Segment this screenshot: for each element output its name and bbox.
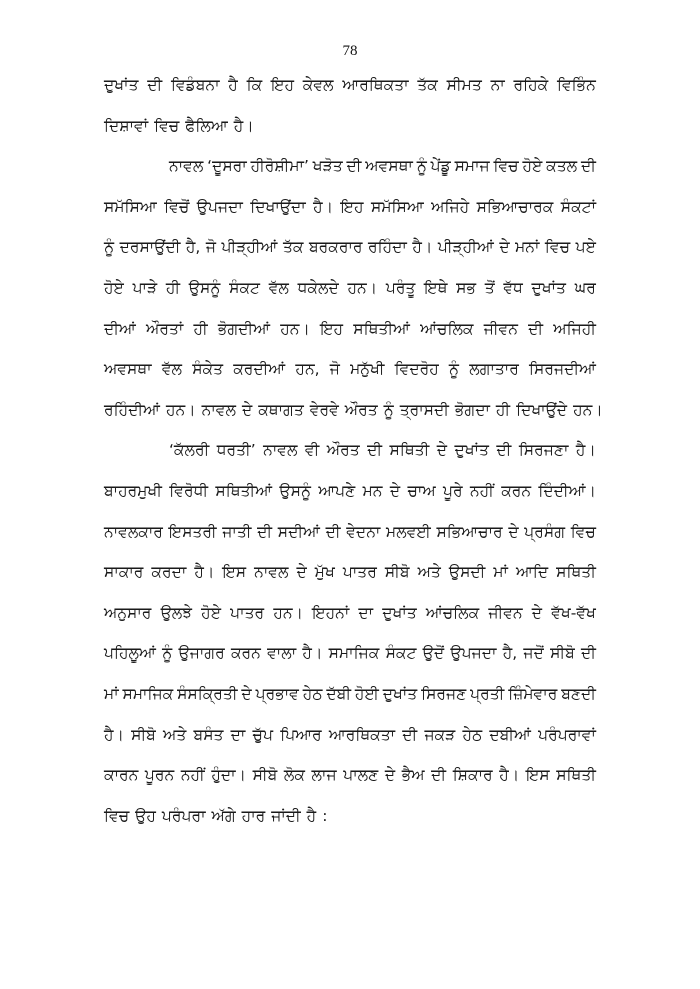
word: ਬਣਦੀ	[561, 684, 596, 703]
word: ਦੀ	[581, 644, 596, 663]
word: ਅਵਸਥਾ	[365, 157, 413, 176]
word: ਆਰਥਿਕਤਾ	[328, 725, 396, 744]
word: ਜੀਵਨ	[483, 319, 518, 338]
word: ਪਏ	[575, 238, 596, 257]
word: ਨੂੰ	[416, 157, 427, 176]
word: ਪਹਿਲੂਆਂ	[104, 644, 156, 663]
word: ਧਰਤੀ’	[216, 441, 256, 460]
word: ਮੁੱਖ	[314, 563, 335, 582]
word: ਦੇ	[384, 766, 396, 785]
word: ਜਦੋਂ	[523, 644, 544, 663]
word: ਵਿਚ	[104, 806, 130, 825]
word: ਨਹੀਂ	[469, 481, 494, 500]
text-line	[104, 679, 596, 720]
word: ਸੰਕਟਾਂ	[560, 197, 596, 216]
word: ਹੈ	[228, 76, 238, 94]
word: ਸਮਾਜ	[454, 157, 490, 176]
word: ਜਾਤੀ	[222, 522, 252, 541]
word: ਹੋਏ	[201, 603, 221, 622]
word: ਨਾ	[490, 76, 505, 94]
word: ਸਮਾਜਿਕ	[122, 684, 174, 703]
word: ਆਂਚਲਿਕ	[425, 603, 480, 622]
word: ਵਿਚ	[570, 522, 596, 541]
word: ਹੈ।	[313, 197, 334, 216]
word: ਦੀ	[580, 157, 596, 176]
word: ਦੇ	[241, 400, 253, 419]
word: ਦਰਸਾਉਂਦੀ	[119, 238, 181, 257]
word: ਹੈ	[306, 806, 317, 825]
word: ਅਨੁਸਾਰ	[104, 603, 152, 622]
word: ਦੀ	[402, 725, 418, 744]
word: ਦੇ	[436, 441, 448, 460]
word: ਇਹਨਾਂ	[312, 603, 350, 622]
word: ਦੇ	[531, 603, 543, 622]
word: ਬਰਕਰਾਰ	[309, 238, 363, 257]
word: ਹੈ।	[233, 116, 254, 135]
word: ਦੁਖਾਂਤ	[454, 441, 489, 460]
word: ਰਹਿਕੇ	[513, 76, 549, 94]
word: ਪ੍ਰਤੀ	[470, 684, 505, 703]
word: ਦੀ	[325, 522, 341, 541]
word: ਦੀ	[346, 157, 362, 176]
word: ਆਦਿ	[515, 563, 549, 582]
word: ਜੀਵਨ	[488, 603, 523, 622]
word: ਨਾਵਲ	[263, 441, 298, 460]
word: ਮਲਵਈ	[386, 522, 431, 541]
word: ਰਹਿੰਦੀਆਂ	[104, 400, 160, 419]
word: ਪਾਤਰ	[230, 603, 265, 622]
word: ਇਸਤਰੀ	[168, 522, 217, 541]
word: ਅਤੇ	[417, 563, 441, 582]
word: ਔਰਤ	[344, 400, 378, 419]
word: ਘਰ	[574, 278, 596, 297]
word: ਦੀ	[431, 766, 447, 785]
word: ਅਤੇ	[163, 725, 187, 744]
word: ਦਬੀਆਂ	[489, 725, 531, 744]
word: ਬਸੰਤ	[193, 725, 224, 744]
word: ‘ਕੱਲਰੀ	[169, 441, 210, 460]
word: ਦੇ	[508, 522, 519, 541]
word: ਇਥੇ	[424, 278, 448, 297]
word: ਉਹ	[135, 806, 156, 825]
word: ਦੇ	[241, 684, 252, 703]
text-line	[104, 395, 603, 436]
word: ਸਭਿਆਚਾਰ	[436, 522, 503, 541]
word: ਕਥਾਗਤ	[258, 400, 304, 419]
word: ਸੀਮਤ	[446, 76, 482, 94]
word: ਵਿਡੰਬਨਾ	[170, 76, 220, 94]
word: ਉਪਜਦਾ	[196, 197, 243, 216]
word: ਹੈ,	[185, 238, 201, 257]
word: ਨੂੰ	[104, 238, 115, 257]
word: ਇਸ	[525, 766, 550, 785]
word: ਕਿ	[246, 76, 263, 94]
word: ਹੁੰਦਾ।	[211, 766, 246, 785]
word: ਪਾੜੇ	[132, 278, 158, 297]
word: ਵਿਚ	[544, 238, 571, 257]
word: ਦੁਖਾਂਤ	[382, 684, 418, 703]
word: ਆਰਥਿਕਤਾ	[342, 76, 409, 94]
word: ਦੇ	[499, 238, 510, 257]
word: ਸੰਕੇਤ	[192, 360, 224, 379]
word: ਹਾਰ	[241, 806, 266, 825]
word: ਅੱਗੇ	[211, 806, 236, 825]
word: ਹੈ।	[575, 441, 596, 460]
word: ਆਪਣੇ	[318, 481, 356, 500]
text-line	[104, 638, 596, 679]
text-line	[104, 111, 596, 152]
word: ਸਮੱਸਿਆ	[104, 197, 157, 216]
word: ਤੋਂ	[484, 278, 495, 297]
word: ਵੱਖ-ਵੱਖ	[551, 603, 596, 622]
word: ਬਾਹਰਮੁਖੀ	[104, 481, 162, 500]
word: ਦੀ	[528, 319, 544, 338]
word: ਸਦੀਆਂ	[277, 522, 320, 541]
word: ਮਾਂ	[104, 684, 119, 703]
word: ਉਲਝੇ	[160, 603, 192, 622]
word: ਨਾਵਲ	[169, 157, 204, 176]
word: ਵੱਲ	[268, 278, 289, 297]
word: ਹੈ।	[302, 644, 323, 663]
word: ਧਕੇਲਦੇ	[297, 278, 339, 297]
word: ਹਨ।	[347, 278, 378, 297]
text-line	[104, 435, 596, 476]
text-line	[104, 192, 596, 233]
word: ਵੱਧ	[503, 278, 523, 297]
word: ਹੇਠ	[462, 725, 483, 744]
word: ਹੈ।	[194, 563, 215, 582]
word: ਹੀ	[165, 278, 181, 297]
text-line	[104, 232, 596, 273]
word: ਮਾਂ	[493, 563, 508, 582]
word: ਦਿੰਦੀਆਂ।	[538, 481, 596, 500]
text-line	[104, 354, 596, 395]
word: ਹਨ।	[273, 603, 303, 622]
word: ਸੀਬੋ	[252, 766, 278, 785]
word: ਦਾ	[358, 603, 374, 622]
word: ਸਮੱਸਿਆ	[371, 197, 424, 216]
word: ਸੀਬੋ	[384, 563, 410, 582]
word: ਸਥਿਤੀ	[556, 766, 596, 785]
word: ਸਿਰਜਣਾ	[518, 441, 569, 460]
word: ਦਿਸ਼ਾਵਾਂ	[104, 116, 149, 135]
word: ਭੋਗਦੀਆਂ	[217, 319, 270, 338]
word: ਚੁੱਪ	[252, 725, 273, 744]
word: ਪਿਆਰ	[280, 725, 322, 744]
word: ਵੇਦਨਾ	[346, 522, 381, 541]
word: ਸਥਿਤੀਆਂ	[215, 481, 273, 500]
word: ਹੈ।	[499, 766, 520, 785]
word: ਫੈਲਿਆ	[185, 116, 228, 135]
word: ਮਨੁੱਖੀ	[350, 360, 385, 379]
word: ਸੰਸਕ੍ਰਿਤੀ	[177, 684, 238, 703]
word: ਹਨ,	[295, 360, 320, 379]
page-number: 78	[342, 43, 358, 59]
word: ਅਵਸਥਾ	[104, 360, 152, 379]
word: ਪੇਂਡੂ	[430, 157, 451, 176]
paragraph	[104, 435, 596, 841]
word: ਤੱਕ	[417, 76, 438, 94]
word: ਇਸ	[222, 563, 247, 582]
word: ਅਜਿਹੇ	[431, 197, 470, 216]
word: ਜੋ	[329, 360, 340, 379]
word: ਸੀਬੋ	[131, 725, 156, 744]
word: ਦਿਖਾਉਂਦਾ	[250, 197, 306, 216]
word: ਭੋਗਦਾ	[454, 400, 490, 419]
word: ਵਾਲਾ	[267, 644, 297, 663]
text-line	[104, 517, 596, 558]
word: ਲਾਜ	[311, 766, 337, 785]
word: ਹਨ।	[280, 319, 310, 338]
word: ਨੂੰ	[383, 400, 394, 419]
word: ਹੇਠ	[302, 684, 323, 703]
word: ਜਕੜ	[424, 725, 456, 744]
word: ਭੈਅ	[401, 766, 425, 785]
text-line	[104, 720, 596, 761]
word: ਇਹ	[270, 76, 294, 94]
word: ਸੀਬੋ	[550, 644, 575, 663]
word: ਕੇਵਲ	[302, 76, 334, 94]
word: ਉਸਨੂੰ	[188, 278, 221, 297]
word: ਹੀਰੋਸ਼ੀਮਾ’	[250, 157, 309, 176]
word: ਪੀੜ੍ਹੀਆਂ	[437, 238, 494, 257]
text-line	[104, 70, 596, 111]
word: ਪਾਲਣ	[343, 766, 379, 785]
word: ਨਾਵਲ	[254, 563, 289, 582]
word: ਹੀ	[193, 319, 208, 338]
word: ‘ਦੂਸਰਾ	[207, 157, 247, 176]
word: ਹੈ।	[104, 725, 124, 744]
word: ਵਿਚੋਂ	[164, 197, 190, 216]
word: ਚਾਅ	[407, 481, 436, 500]
word: ਪਰੰਤੂ	[385, 278, 416, 297]
word: ਅਜਿਹੀ	[553, 319, 596, 338]
word: :	[322, 806, 328, 825]
word: ਉਪਜਦਾ	[450, 644, 497, 663]
word: ਦੀਆਂ	[104, 319, 136, 338]
word: ਹੋਏ	[104, 278, 124, 297]
word: ਕਰਨ	[501, 481, 532, 500]
word: ਪਰੰਪਰਾ	[161, 806, 206, 825]
word: ਦੀ	[257, 522, 273, 541]
text-line	[104, 557, 596, 598]
word: ਹੀ	[495, 400, 511, 419]
word: ਦੇ	[389, 481, 401, 500]
word: ਪ੍ਰਭਾਵ	[255, 684, 299, 703]
text-line	[104, 314, 596, 355]
word: ਸੰਕਟ	[229, 278, 260, 297]
word: ਤੱਕ	[282, 238, 304, 257]
word: ਇਹ	[340, 197, 364, 216]
text-line	[104, 273, 596, 314]
word: ਕਾਰਨ	[104, 766, 139, 785]
word: ਜਾਂਦੀ	[271, 806, 301, 825]
word: ਰਹਿੰਦਾ	[368, 238, 407, 257]
word: ਨੂੰ	[162, 644, 173, 663]
word: ਕਰਦਾ	[151, 563, 187, 582]
word: ਸੰਕਟ	[385, 644, 417, 663]
word: ਸਥਿਤੀ	[389, 441, 430, 460]
word: ਸਭ	[456, 278, 476, 297]
paragraph	[104, 70, 596, 151]
word: ਸਭਿਆਚਾਰਕ	[476, 197, 554, 216]
word: ਸ਼ਿਕਾਰ	[452, 766, 493, 785]
word: ਲਗਾਤਾਰ	[469, 360, 519, 379]
word: ਮਨ	[362, 481, 383, 500]
word: ਕਰਨ	[230, 644, 261, 663]
text-line	[104, 476, 596, 517]
word: ਵਿਭਿੰਨ	[556, 76, 596, 94]
word: ਦੁਖਾਂਤ	[104, 76, 139, 94]
word: ਦੁਖਾਂਤ	[531, 278, 566, 297]
word: ਔਰਤ	[326, 441, 360, 460]
word: ਸਥਿਤੀਆਂ	[353, 319, 410, 338]
word: ਉਸਦੀ	[448, 563, 486, 582]
text-line	[104, 151, 596, 192]
word: ਕਤਲ	[546, 157, 578, 176]
word: ਕਰਦੀਆਂ	[233, 360, 286, 379]
word: ਵਿਚ	[493, 157, 519, 176]
word: ਵਿਦਰੋਹ	[394, 360, 439, 379]
text-line	[104, 760, 596, 801]
word: ਵੱਲ	[161, 360, 182, 379]
word: ਉਦੋਂ	[422, 644, 445, 663]
word: ਦੀ	[367, 441, 383, 460]
word: ਸਿਰਜਦੀਆਂ	[529, 360, 596, 379]
word: ਜ਼ਿੰਮੇਵਾਰ	[508, 684, 558, 703]
word: ਪੀੜ੍ਹੀਆਂ	[221, 238, 278, 257]
word: ਪੂਰੇ	[443, 481, 463, 500]
word: ਔਰਤਾਂ	[146, 319, 184, 338]
word: ਦੁਖਾਂਤ	[382, 603, 417, 622]
word: ਵਿਚ	[154, 116, 180, 135]
word: ਵੇਰਵੇ	[309, 400, 339, 419]
word: ਨੂੰ	[448, 360, 459, 379]
word: ਉਸਨੂੰ	[279, 481, 311, 500]
word: ਨਾਵਲਕਾਰ	[104, 522, 163, 541]
word: ਸਿਰਜਣ	[421, 684, 467, 703]
word: ਸਾਕਾਰ	[104, 563, 144, 582]
word: ਹੈ।	[412, 238, 433, 257]
word: ਵਿਰੋਧੀ	[169, 481, 209, 500]
word: ਲੋਕ	[283, 766, 305, 785]
word: ਹਨ।	[165, 400, 196, 419]
word: ਤ੍ਰਾਸਦੀ	[399, 400, 449, 419]
word: ਵੀ	[304, 441, 320, 460]
word: ਹਨ।	[573, 400, 603, 419]
word: ਦੱਬੀ	[326, 684, 351, 703]
word: ਹੈ,	[502, 644, 518, 663]
word: ਦਿਖਾਉਂਦੇ	[516, 400, 568, 419]
word: ਮਨਾਂ	[515, 238, 540, 257]
document-body	[104, 70, 603, 841]
word: ਨਾਵਲ	[201, 400, 236, 419]
word: ਸਥਿਤੀ	[556, 563, 596, 582]
word: ਦਾ	[230, 725, 246, 744]
word: ਇਹ	[320, 319, 344, 338]
word: ਹੋਈ	[354, 684, 379, 703]
text-line	[104, 801, 596, 842]
word: ਜੋ	[205, 238, 217, 257]
word: ਨਹੀਂ	[180, 766, 205, 785]
text-line	[104, 598, 596, 639]
word: ਆਂਚਲਿਕ	[420, 319, 474, 338]
word: ਪਾਤਰ	[342, 563, 377, 582]
word: ਦੇ	[296, 563, 307, 582]
word: ਉਜਾਗਰ	[178, 644, 225, 663]
word: ਪਰੰਪਰਾਵਾਂ	[538, 725, 596, 744]
word: ਪ੍ਰਸੰਗ	[524, 522, 565, 541]
word: ਖੜੋਤ	[312, 157, 343, 176]
word: ਦੀ	[147, 76, 163, 94]
word: ਦੀ	[496, 441, 512, 460]
paragraph	[104, 151, 603, 435]
word: ਪੂਰਨ	[144, 766, 175, 785]
word: ਹੋਏ	[522, 157, 543, 176]
word: ਸਮਾਜਿਕ	[328, 644, 380, 663]
